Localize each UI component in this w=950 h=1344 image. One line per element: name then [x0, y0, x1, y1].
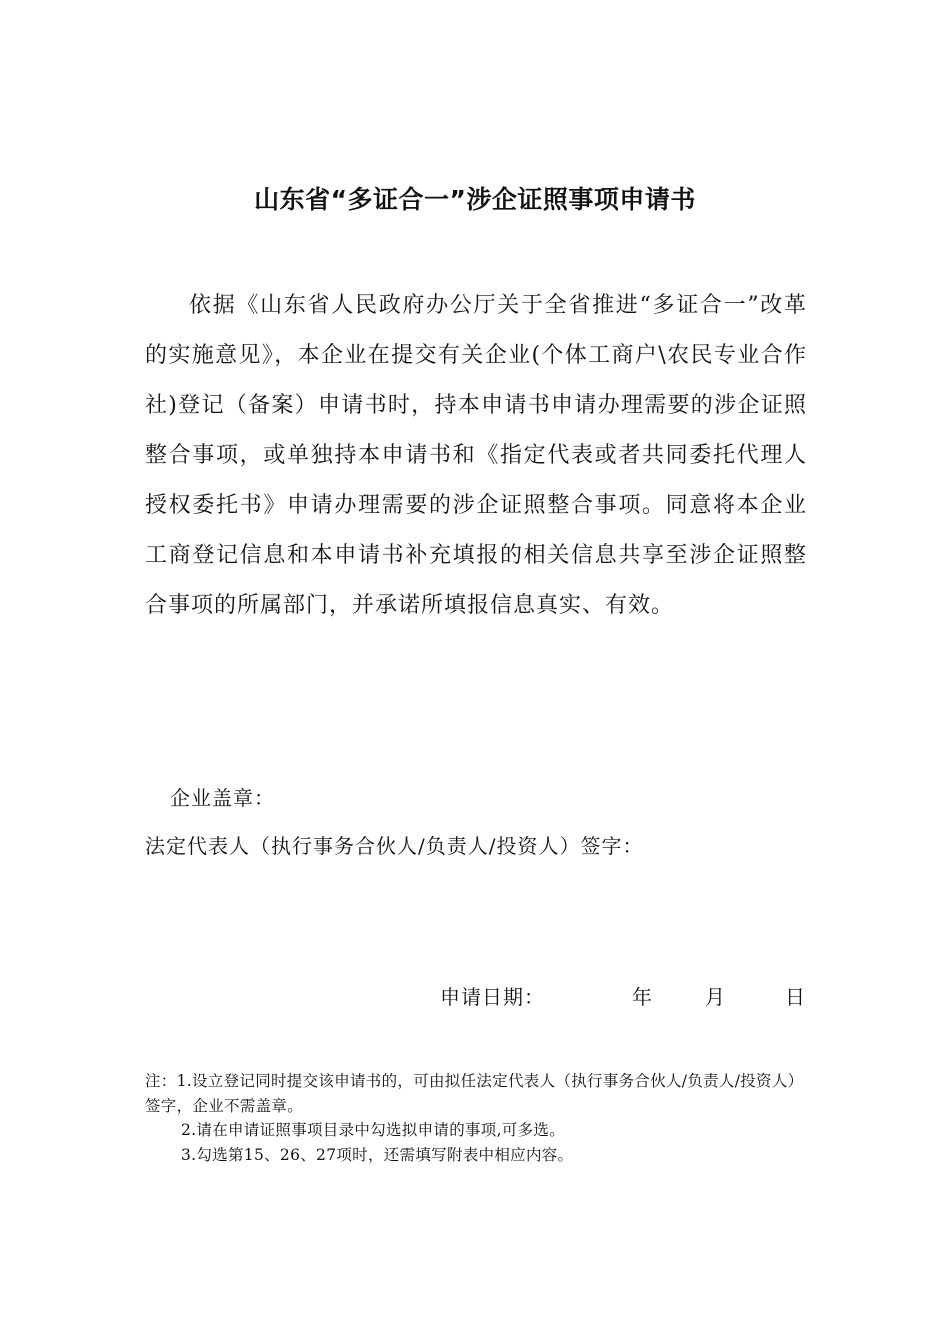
date-month-label: 月	[705, 985, 725, 1009]
application-date	[440, 981, 808, 1013]
date-day-label: 日	[785, 985, 805, 1009]
note-3: 3.勾选第15、26、27项时，还需填写附表中相应内容。	[181, 1145, 574, 1164]
date-label: 申请日期：	[440, 985, 545, 1009]
date-year-label: 年	[632, 985, 652, 1009]
notes-section	[145, 1069, 810, 1167]
note-1: 注：1.设立登记同时提交该申请书的，可由拟任法定代表人（执行事务合伙人/负责人/投资人）签字，企业不需盖章。	[145, 1072, 804, 1115]
page-title: 山东省“多证合一”涉企证照事项申请书	[254, 185, 696, 214]
declaration-paragraph: 依据《山东省人民政府办公厅关于全省推进“多证合一”改革的实施意见》，本企业在提交有关企业(个体工商户\农民专业合作社)登记（备案）申请书时，持本申请书申请办理需要的涉企证照整合事项，或单独持本申请书和《指定代表或者共同委托代理人授权委托书》申请办理需要的涉企证照整合事项。同意将本企业工商登记信息和本申请书补充填报的相关信息共享至涉企证照整合事项的所属部门，并承诺所填报信息真实、有效。	[145, 293, 807, 618]
company-stamp-label: 企业盖章：	[170, 786, 275, 810]
representative-signature-label: 法定代表人（执行事务合伙人/负责人/投资人）签字：	[145, 834, 644, 858]
note-2: 2.请在申请证照事项目录中勾选拟申请的事项,可多选。	[181, 1121, 566, 1139]
